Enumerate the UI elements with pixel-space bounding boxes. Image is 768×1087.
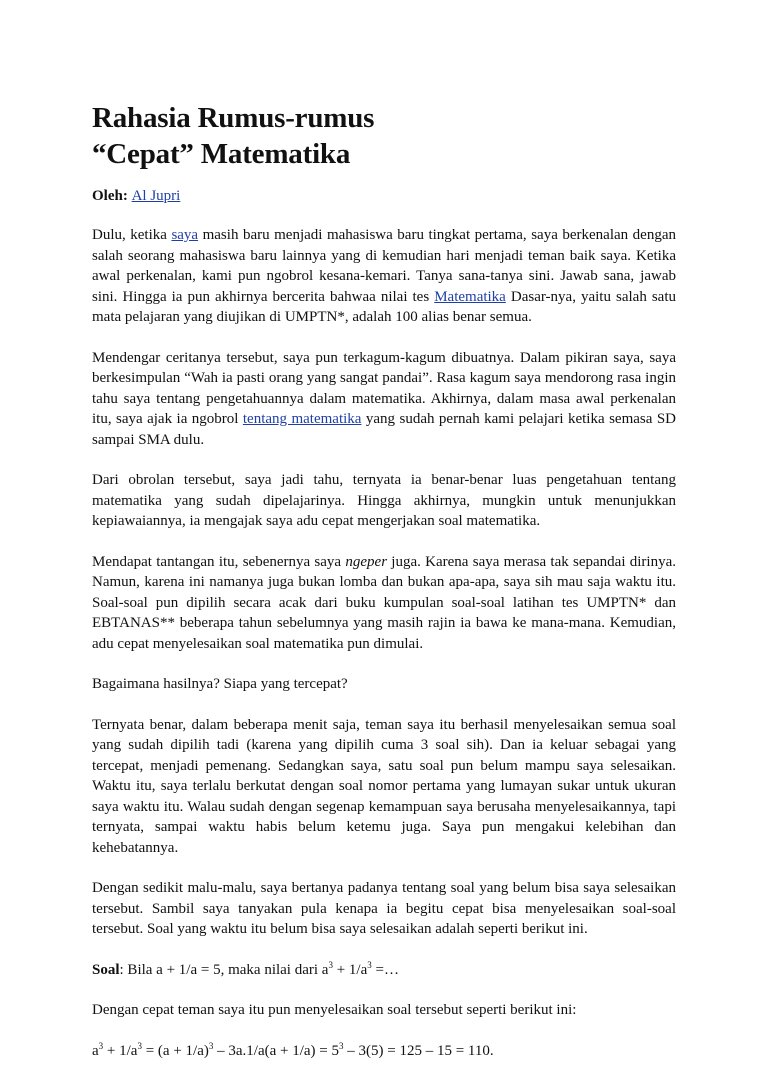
sol-sup-3: 3 bbox=[208, 1040, 214, 1051]
sol-d: – 3a.1/a(a + 1/a) = 5 bbox=[213, 1042, 339, 1059]
sol-b: + 1/a bbox=[103, 1042, 138, 1059]
paragraph-8: Dengan cepat teman saya itu pun menyelesaikan soal tersebut seperti berikut ini: bbox=[92, 1002, 577, 1018]
sol-sup-4: 3 bbox=[339, 1040, 344, 1051]
author-link[interactable]: Al Jupri bbox=[131, 188, 181, 204]
soal-text-a: : Bila a + 1/a = 5, maka nilai dari a bbox=[119, 961, 329, 978]
paragraph-3: Dari obrolan tersebut, saya jadi tahu, ternyata ia benar-benar luas pengetahuan tentang matematika yang sudah dipelajarinya. Hingga akhirnya, mungkin untuk menunjukkan kepiawaiannya, ia mengajak saya adu cepat mengerjakan soal matematika. bbox=[92, 472, 676, 529]
title-line-2: “Cepat” Matematika bbox=[92, 138, 351, 170]
p1-text-c: Dasar-nya, yaitu salah satu mata pelajaran yang diujikan di UMPTN*, adalah 100 alias benar semua. bbox=[92, 288, 677, 325]
soal-statement bbox=[92, 960, 676, 981]
paragraph-6: Ternyata benar, dalam beberapa menit saja, teman saya itu berhasil menyelesaikan semua soal yang sudah dipilih tadi (karena yang dipilih cuma 3 soal sih). Dan ia keluar sebagai yang tercepat, menjadi pemenang. Sedangkan saya, satu soal pun belum mampu saya selesaikan. Waktu itu, saya terlalu berkutat dengan soal nomor pertama yang lumayan sukar untuk ukuran saya waktu itu. Walau sudah dengan segenap kemampuan saya berusaha menyelesaikannya, tapi ternyata, sampai waktu habis belum ketemu juga. Saya pun mengakui kelebihan dan kehebatannya. bbox=[92, 716, 676, 856]
p1-text-b: masih baru menjadi mahasiswa baru tingkat pertama, saya berkenalan dengan salah seorang mahasiswa baru lainnya yang di kemudian hari menjadi teman baik saya. Ketika awal perkenalan, kami pun ngobrol kesana-kemari. Tanya sana-tanya sini. Jawab sana, jawab sini. Hingga ia pun akhirnya bercerita bahwaa nilai tes bbox=[92, 227, 676, 305]
soal-label: Soal bbox=[92, 961, 120, 978]
byline-colon: : bbox=[122, 188, 132, 204]
paragraph-5: Bagaimana hasilnya? Siapa yang tercepat? bbox=[92, 676, 348, 692]
link-matematika[interactable]: Matematika bbox=[434, 288, 506, 305]
p4-text-b: juga. Karena saya merasa tak sepandai dirinya. Namun, karena ini namanya juga bukan lomba dan bukan apa-apa, saya sih mau saja waktu itu. Soal-soal pun dipilih secara acak dari buku kumpulan soal-soal latihan tes UMPTN* dan EBTANAS** beberapa tahun sebelumnya yang masih rajin ia bawa ke mana-mana. Kemudian, adu cepat menyelesaikan soal matematika pun dimulai. bbox=[92, 553, 676, 652]
p2-text-a: Mendengar ceritanya tersebut, saya pun terkagum-kagum dibuatnya. Dalam pikiran saya, saya berkesimpulan “Wah ia pasti orang yang sangat pandai”. Rasa kagum saya mendorong rasa ingin tahu saya tentang pengetahuannya dalam matematika. Akhirnya, dalam masa awal perkenalan itu, saya ajak ia ngobrol bbox=[92, 349, 676, 427]
paragraph-1 bbox=[92, 225, 676, 328]
solution-line bbox=[92, 1041, 676, 1062]
title-line-1: Rahasia Rumus-rumus bbox=[92, 102, 375, 134]
soal-text-c: =… bbox=[371, 961, 399, 978]
paragraph-2 bbox=[92, 348, 676, 451]
sol-sup-1: 3 bbox=[98, 1040, 104, 1051]
p2-text-b: yang sudah pernah kami pelajari ketika semasa SD sampai SMA dulu. bbox=[92, 411, 676, 448]
soal-sup-1: 3 bbox=[328, 959, 333, 970]
link-tentang-matematika[interactable]: tentang matematika bbox=[242, 411, 362, 427]
sol-a: a bbox=[92, 1042, 99, 1059]
p1-text-a: Dulu, ketika bbox=[92, 227, 172, 243]
sol-e: – 3(5) = 125 – 15 = 110. bbox=[343, 1042, 494, 1059]
sol-sup-2: 3 bbox=[137, 1040, 142, 1051]
sol-c: = (a + 1/a) bbox=[141, 1042, 209, 1059]
paragraph-7: Dengan sedikit malu-malu, saya bertanya padanya tentang soal yang belum bisa saya selesaikan tersebut. Sambil saya tanyakan pula kenapa ia begitu cepat bisa menyelesaikan soal-soal tersebut. Soal yang waktu itu belum bisa saya selesaikan adalah seperti berikut ini. bbox=[92, 880, 676, 937]
article-title bbox=[92, 100, 676, 172]
byline bbox=[92, 186, 676, 207]
soal-sup-2: 3 bbox=[367, 959, 372, 970]
link-saya[interactable]: saya bbox=[171, 227, 199, 243]
byline-label: Oleh bbox=[92, 188, 123, 204]
soal-text-b: + 1/a bbox=[332, 961, 368, 978]
paragraph-4 bbox=[92, 552, 676, 655]
p4-text-a: Mendapat tantangan itu, sebenernya saya bbox=[92, 553, 346, 570]
p4-italic: ngeper bbox=[345, 553, 388, 570]
